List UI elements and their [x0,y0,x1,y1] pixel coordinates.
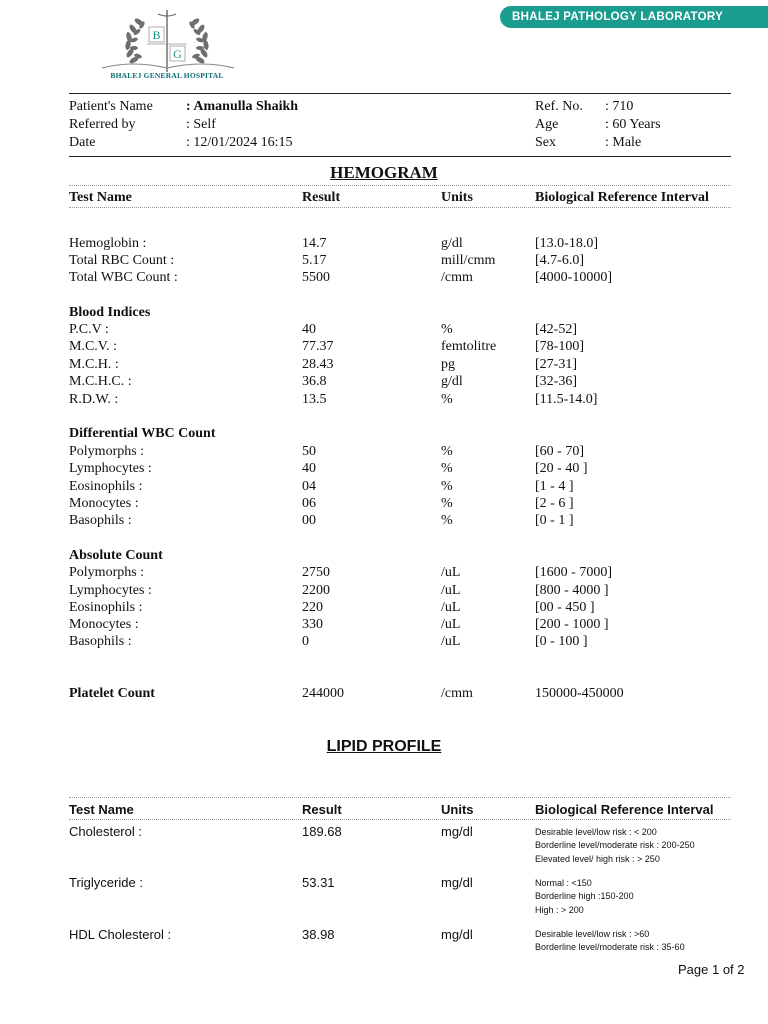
date-value: : 12/01/2024 16:15 [186,135,293,150]
hemogram-header-bottom-rule [69,207,731,208]
hemogram-title: HEMOGRAM [330,163,438,182]
test-unit: % [441,461,453,476]
platelet-count-result: 244000 [302,686,344,701]
platelet-count-name: Platelet Count [69,686,155,701]
test-unit: % [441,496,453,511]
test-reference: [32-36] [535,374,577,389]
lipid-header-reference: Biological Reference Interval [535,802,714,817]
test-reference: [4.7-6.0] [535,253,584,268]
test-name: M.C.H. : [69,357,119,372]
reference-line: Borderline level/moderate risk : 200-250 [535,840,695,850]
hemogram-header-test-name: Test Name [69,190,132,205]
test-reference: [27-31] [535,357,577,372]
ref-no-value: : 710 [605,99,634,114]
hemogram-header-top-rule [69,185,731,186]
lipid-header-bottom-rule [69,819,731,820]
reference-line: Borderline level/moderate risk : 35-60 [535,942,685,952]
reference-line: Borderline high :150-200 [535,891,634,901]
test-reference: [60 - 70] [535,444,584,459]
test-result: 14.7 [302,236,327,251]
test-reference: [20 - 40 ] [535,461,588,476]
logo-letter-g: G [173,47,182,61]
ref-no-label: Ref. No. [535,99,583,114]
test-reference: [800 - 4000 ] [535,583,609,598]
reference-line: Desirable level/low risk : < 200 [535,827,657,837]
test-name: Basophils : [69,513,132,528]
test-reference: [1 - 4 ] [535,479,574,494]
test-reference: [0 - 100 ] [535,634,588,649]
test-reference: [0 - 1 ] [535,513,574,528]
test-unit: % [441,444,453,459]
lab-name-banner: BHALEJ PATHOLOGY LABORATORY [500,6,768,28]
test-unit: femtolitre [441,339,497,354]
reference-line: Elevated level/ high risk : > 250 [535,854,660,864]
test-reference: [00 - 450 ] [535,600,595,615]
age-label: Age [535,117,559,132]
test-reference: [42-52] [535,322,577,337]
test-reference: [200 - 1000 ] [535,617,609,632]
platelet-count-reference: 150000-450000 [535,686,624,701]
reference-line: Desirable level/low risk : >60 [535,929,650,939]
test-name: R.D.W. : [69,392,119,407]
test-name: M.C.H.C. : [69,374,132,389]
test-reference: [2 - 6 ] [535,496,574,511]
test-name: Cholesterol : [69,824,142,839]
test-result: 220 [302,600,323,615]
test-name: Triglyceride : [69,875,143,890]
hemogram-header-result: Result [302,190,341,205]
patient-name-label: Patient's Name [69,99,153,114]
test-name: Total WBC Count : [69,270,178,285]
test-result: 13.5 [302,392,327,407]
lipid-header-units: Units [441,802,474,817]
test-unit: g/dl [441,236,463,251]
test-result: 40 [302,461,316,476]
test-unit: /cmm [441,270,473,285]
differential-wbc-heading: Differential WBC Count [69,426,216,441]
test-name: Basophils : [69,634,132,649]
test-unit: /uL [441,565,461,580]
hospital-name: BHALEJ GENERAL HOSPITAL [110,71,224,80]
lipid-header-test-name: Test Name [69,802,134,817]
reference-line: Normal : <150 [535,878,592,888]
test-unit: % [441,513,453,528]
test-unit: /uL [441,634,461,649]
test-result: 50 [302,444,316,459]
test-unit: % [441,392,453,407]
test-unit: /uL [441,583,461,598]
patient-name-value: : Amanulla Shaikh [186,99,299,114]
test-result: 38.98 [302,927,335,942]
date-label: Date [69,135,96,150]
referred-by-label: Referred by [69,117,136,132]
absolute-count-heading: Absolute Count [69,548,163,563]
test-name: Eosinophils : [69,479,143,494]
age-value: : 60 Years [605,117,661,132]
test-unit: % [441,322,453,337]
test-result: 53.31 [302,875,335,890]
test-unit: g/dl [441,374,463,389]
test-result: 189.68 [302,824,342,839]
test-result: 00 [302,513,316,528]
test-name: M.C.V. : [69,339,117,354]
lipid-profile-title: LIPID PROFILE [326,738,442,755]
patient-info-rule [69,156,731,157]
test-result: 04 [302,479,316,494]
test-name: P.C.V : [69,322,109,337]
test-unit: mg/dl [441,824,473,839]
test-result: 2200 [302,583,330,598]
hemogram-header-units: Units [441,190,473,205]
test-result: 5500 [302,270,330,285]
test-result: 36.8 [302,374,327,389]
test-name: Lymphocytes : [69,583,152,598]
test-result: 77.37 [302,339,334,354]
test-reference: [1600 - 7000] [535,565,612,580]
logo-letter-b: B [152,28,161,42]
platelet-count-unit: /cmm [441,686,473,701]
test-result: 06 [302,496,316,511]
test-name: HDL Cholesterol : [69,927,172,942]
test-result: 330 [302,617,323,632]
test-result: 40 [302,322,316,337]
reference-line: High : > 200 [535,905,584,915]
blood-indices-heading: Blood Indices [69,305,151,320]
test-result: 2750 [302,565,330,580]
test-unit: pg [441,357,455,372]
hemogram-header-reference: Biological Reference Interval [535,190,709,205]
test-unit: /uL [441,600,461,615]
test-unit: mg/dl [441,875,473,890]
test-reference: [13.0-18.0] [535,236,598,251]
sex-value: : Male [605,135,642,150]
test-result: 5.17 [302,253,327,268]
lipid-header-top-rule [69,797,731,798]
test-name: Lymphocytes : [69,461,152,476]
test-reference: [4000-10000] [535,270,612,285]
test-name: Monocytes : [69,496,139,511]
page-number: Page 1 of 2 [678,962,745,977]
test-result: 0 [302,634,309,649]
test-reference: [78-100] [535,339,584,354]
test-result: 28.43 [302,357,334,372]
test-name: Total RBC Count : [69,253,175,268]
test-name: Hemoglobin : [69,236,147,251]
test-name: Polymorphs : [69,565,145,580]
test-name: Eosinophils : [69,600,143,615]
test-unit: mill/cmm [441,253,496,268]
sex-label: Sex [535,135,556,150]
test-reference: [11.5-14.0] [535,392,598,407]
referred-by-value: : Self [186,117,216,132]
lipid-header-result: Result [302,802,342,817]
test-name: Monocytes : [69,617,139,632]
test-name: Polymorphs : [69,444,145,459]
header-rule [69,93,731,94]
test-unit: /uL [441,617,461,632]
test-unit: mg/dl [441,927,473,942]
test-unit: % [441,479,453,494]
